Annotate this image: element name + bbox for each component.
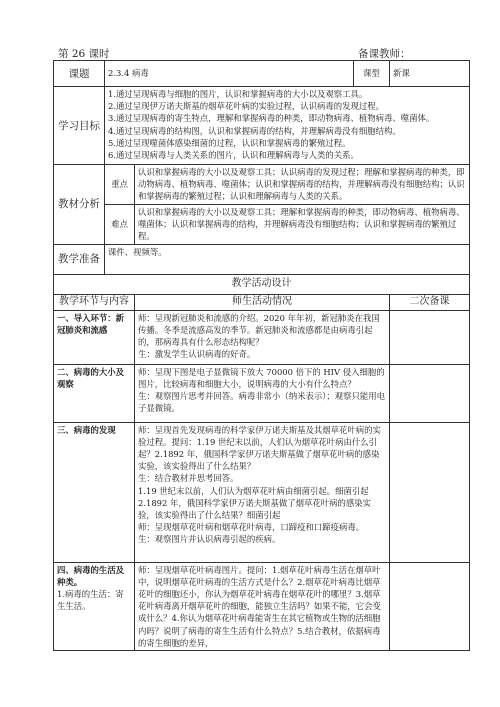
second-prep-cell	[390, 562, 470, 650]
goal-item: 6.通过呈现病毒与人类关系的图片，认识和理解病毒与人类的关系。	[108, 150, 359, 161]
lesson-plan-table	[53, 60, 470, 651]
type-value: 新课	[390, 61, 470, 87]
key-points-label: 重点	[105, 165, 135, 205]
analysis-label: 教材分析	[54, 165, 105, 245]
stage-size: 二、病毒的大小及观察	[54, 364, 135, 422]
difficulty-label: 难点	[105, 205, 135, 245]
type-label: 课型	[354, 61, 390, 87]
second-prep-cell	[390, 310, 470, 364]
difficulty-text: 认识和掌握病毒的大小以及观察工具；理解和掌握病毒的种类，即动物病毒、植物病毒、噬菌体；认识和掌握病毒的结构，并理解病毒没有细胞结构；认识和掌握病毒的繁殖过程。	[135, 205, 470, 245]
stage-life: 四、病毒的生活及种类。 1.病毒的生活：寄生生活。	[54, 562, 135, 650]
col-activity-header: 师生活动情况	[135, 294, 390, 310]
design-title: 教学活动设计	[54, 274, 470, 294]
col-stage-header: 教学环节与内容	[54, 294, 135, 310]
stage-discovery: 三、病毒的发现	[54, 422, 135, 562]
col-second-header: 二次备课	[390, 294, 470, 310]
prep-value: 课件、视频等。	[105, 244, 470, 274]
topic-value: 2.3.4 病毒	[105, 61, 354, 87]
second-prep-cell	[390, 422, 470, 562]
stage-intro: 一、导入环节：新冠肺炎和流感	[54, 310, 135, 364]
goal-item: 4.通过呈现病毒的结构图，认识和掌握病毒的结构，并理解病毒没有细胞结构。	[108, 125, 401, 136]
goals-list	[105, 87, 470, 165]
key-points-text: 认识和掌握病毒的大小以及观察工具；认识病毒的发现过程；理解和掌握病毒的种类，即动物病毒、植物病毒、噬菌体；认识和掌握病毒的结构，并理解病毒没有细胞结构；认识和掌握病毒的繁殖过程；认识和理解病毒与人类的关系。	[135, 165, 470, 205]
goal-item: 5.通过呈现噬菌体感染细菌的过程，认识和掌握病毒的繁殖过程。	[108, 137, 351, 148]
activity-intro: 师：呈现新冠肺炎和流感的介绍。2020 年年初，新冠肺炎在我国传播。冬季是流感高发的季节。新冠肺炎和流感都是由病毒引起的，那病毒具有什么形态结构呢？ 生：激发学生认识病毒的好奇。	[135, 310, 390, 364]
second-prep-cell	[390, 364, 470, 422]
lesson-number: 第 26 课时	[58, 48, 110, 60]
activity-size: 师：呈现下图是电子显微镜下放大 70000 倍下的 HIV 侵入细胞的图片，比较病毒和细胞大小，说明病毒的大小有什么特点？ 生：观察图片思考并回答。病毒非常小（纳米表示）；观察只能用电子显微镜。	[135, 364, 390, 422]
topic-label: 课题	[54, 61, 105, 87]
goal-item: 2.通过呈现伊万诺夫斯基的烟草花叶病的实验过程，认识病毒的发现过程。	[108, 101, 384, 112]
prep-label: 教学准备	[54, 244, 105, 274]
goals-label: 学习目标	[54, 87, 105, 165]
activity-life: 师：呈现烟草花叶病毒图片。提问：1.烟草花叶病毒生活在烟草叶中，说明烟草花叶病毒的生活方式是什么？2.烟草花叶病毒比烟草花叶的细胞还小，你认为烟草花叶病毒在烟草花叶的哪里？3.烟草花叶病毒离开烟草花叶的细胞，能独立生活吗？如果不能，它会变成什么？4.你认为烟草花叶病毒能寄生在其它植物或生物的活细胞内吗？说明了病毒的寄生生活有什么特点？5.结合教材，依据病毒的寄生细胞的差异，	[135, 562, 390, 650]
goal-item: 1.通过呈现病毒与细胞的图片，认识和掌握病毒的大小以及观察工具。	[108, 89, 368, 99]
goal-item: 3.通过呈现病毒的寄生特点，理解和掌握病毒的种类，即动物病毒、植物病毒、噬菌体。	[108, 113, 435, 124]
activity-discovery: 师：呈现首先发现病毒的科学家伊万诺夫斯基及其烟草花叶病的实验过程。提问：1.19 世纪末以前，人们认为烟草花叶病由什么引起？2.1892 年，俄国科学家伊万诺夫斯基做了烟草花叶病的感染实验，该实验得出了什么结果？ 生：结合教材并思考回答。 1.19 世纪末以前，人们认为烟草花叶病由细菌引起。细菌引起 2.1892 年，俄国科学家伊万诺夫斯基做了烟草花叶病的感染实验，该实验得出了什么结果？细菌引起 师：呈现烟草花叶病和烟草花叶病毒，口蹄疫和口蹄疫病毒。 生：观察图片并认识病毒引起的疾病。	[135, 422, 390, 562]
teacher-label: 备课教师：	[358, 48, 411, 60]
